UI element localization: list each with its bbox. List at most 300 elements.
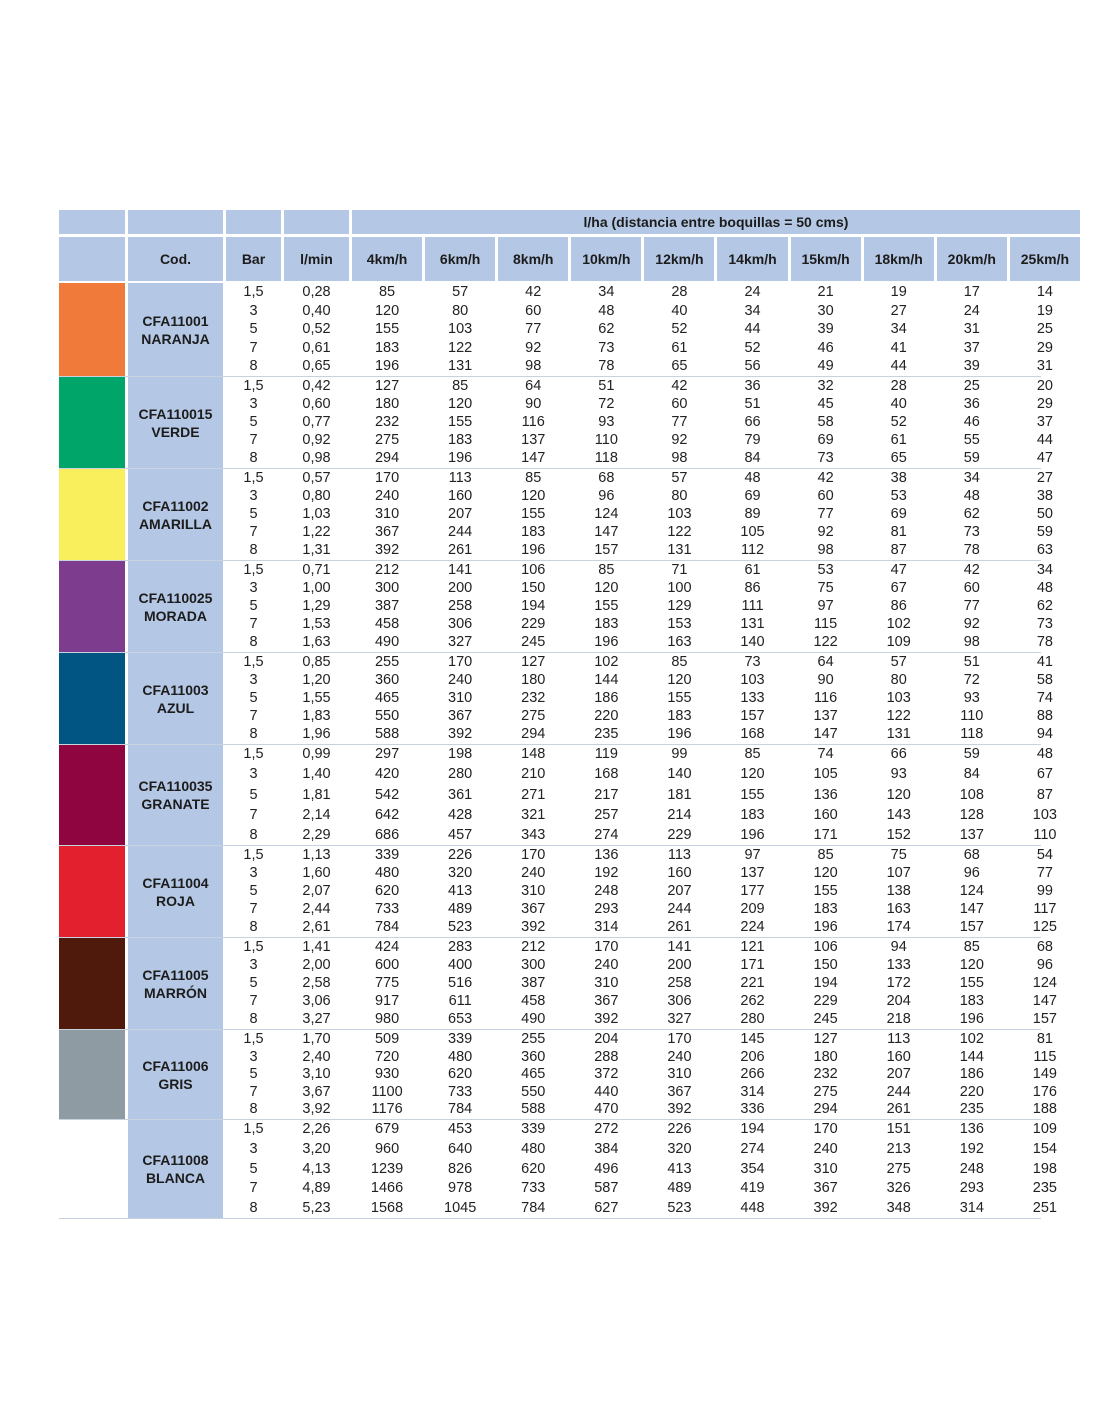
lmin-cell: 0,65 [302,358,331,374]
rate-cell: 62 [598,321,615,337]
bar-cell: 1,5 [243,562,264,578]
rate-cell: 155 [521,506,546,522]
header-speed [571,237,641,281]
table-row [226,303,1080,320]
lmin-cell: 0,52 [302,321,331,337]
color-swatch [59,938,125,1029]
rate-cell: 188 [1032,1101,1057,1117]
nozzle-code-cell [128,1030,223,1119]
rate-cell: 339 [374,847,400,863]
rate-cell: 80 [452,302,469,319]
rate-cell: 103 [448,321,473,337]
rate-cell: 170 [521,847,546,863]
nozzle-values [226,561,1080,652]
rate-cell: 77 [817,506,834,522]
rate-cell: 75 [890,847,907,863]
rate-cell: 84 [744,450,761,466]
rate-cell: 306 [448,616,473,632]
table-row [226,1066,1080,1083]
rate-cell: 653 [448,1011,473,1027]
rate-cell: 155 [374,321,400,337]
rate-cell: 93 [598,414,615,430]
rate-cell: 59 [963,746,980,762]
rate-cell: 321 [521,806,546,823]
rate-cell: 174 [886,919,911,935]
lmin-cell: 0,42 [302,378,331,394]
color-swatch [59,469,125,560]
rate-cell: 240 [594,957,619,973]
table-row [226,827,1080,844]
rate-cell: 960 [374,1140,400,1157]
rate-cell: 155 [959,975,984,991]
rate-cell: 160 [667,865,692,881]
bar-cell: 5 [249,321,258,337]
rate-cell: 275 [886,1160,911,1177]
table-row [226,562,1080,579]
nozzle-code: CFA11003 [142,681,209,698]
rate-cell: 1176 [371,1101,403,1117]
rate-cell: 128 [959,806,984,823]
rate-cell: 413 [667,1160,692,1177]
nozzle-color-name: GRIS [158,1075,193,1092]
bar-cell: 5 [249,1160,258,1177]
rate-cell: 183 [740,806,765,823]
rate-cell: 314 [959,1200,984,1216]
rate-cell: 978 [448,1180,473,1197]
lmin-cell: 1,29 [302,598,331,614]
bar-cell: 7 [249,616,258,632]
lmin-cell: 1,63 [302,634,331,650]
rate-cell: 113 [667,847,691,863]
rate-cell: 183 [813,901,838,917]
rate-cell: 122 [667,524,692,540]
rate-cell: 105 [740,524,765,540]
bar-cell: 1,5 [243,654,264,670]
rate-cell: 21 [817,284,834,300]
rate-cell: 96 [963,865,980,881]
rate-cell: 196 [521,542,546,558]
rate-cell: 457 [448,827,473,843]
rate-cell: 49 [817,358,834,374]
rate-cell: 180 [521,672,546,688]
lmin-cell: 0,80 [302,488,331,504]
rate-cell: 60 [963,580,980,596]
speed-value: 20 [947,250,964,267]
rate-cell: 27 [890,302,907,319]
rate-cell: 255 [374,654,400,670]
rate-cell: 137 [813,708,838,724]
rate-cell: 149 [1032,1066,1057,1082]
rate-cell: 110 [1033,827,1057,843]
bar-cell: 5 [249,414,258,430]
lmin-cell: 4,13 [302,1160,331,1177]
color-swatch [59,653,125,744]
rate-cell: 84 [963,766,980,783]
speed-value: 14 [728,250,744,267]
rate-cell: 137 [740,865,765,881]
rate-cell: 125 [1032,919,1057,935]
bar-cell: 1,5 [243,1121,264,1137]
speed-value: 4 [366,250,375,267]
header-speed [791,237,861,281]
lmin-cell: 2,14 [302,806,331,823]
rate-cell: 120 [448,396,473,412]
rate-cell: 163 [667,634,692,650]
bar-cell: 1,5 [243,746,264,762]
rate-cell: 71 [671,562,688,578]
rate-cell: 198 [1032,1160,1057,1177]
rate-cell: 109 [886,634,911,650]
rate-cell: 733 [448,1083,473,1100]
rate-cell: 733 [521,1180,546,1197]
rate-cell: 38 [890,470,907,486]
rate-cell: 194 [740,1121,765,1137]
table-row [226,787,1080,804]
rate-cell: 117 [1033,901,1057,917]
rate-cell: 115 [814,616,838,632]
rate-cell: 620 [521,1160,546,1177]
rate-cell: 147 [1032,993,1057,1009]
rate-cell: 81 [890,524,907,540]
rate-cell: 108 [959,786,984,803]
nozzle-group [59,846,1057,938]
rate-cell: 326 [886,1180,911,1197]
header-row-columns [59,237,1070,281]
rate-cell: 196 [594,634,619,650]
lmin-cell: 1,83 [302,708,331,724]
rate-cell: 361 [448,786,473,803]
rate-cell: 69 [817,432,834,448]
rate-cell: 77 [671,414,688,430]
rate-cell: 206 [740,1048,765,1065]
rate-cell: 320 [448,865,473,881]
table-row [226,708,1080,725]
rate-cell: 102 [959,1031,984,1047]
rate-cell: 127 [374,378,400,394]
rate-cell: 140 [740,634,765,650]
nozzle-group [59,1120,1057,1219]
rate-cell: 168 [740,726,765,742]
rate-cell: 220 [959,1083,984,1100]
rate-cell: 34 [963,470,980,486]
rate-cell: 37 [963,339,980,356]
lmin-cell: 1,55 [302,690,331,706]
rate-cell: 509 [374,1031,400,1047]
rate-cell: 85 [452,378,469,394]
nozzle-code: CFA11001 [142,312,209,329]
lmin-cell: 5,23 [302,1200,331,1216]
rate-cell: 775 [374,975,400,991]
rate-cell: 120 [374,302,400,319]
rate-cell: 143 [886,806,911,823]
rate-cell: 121 [740,939,765,955]
rate-cell: 310 [448,690,473,706]
table-row [226,672,1080,689]
rate-cell: 138 [886,883,911,899]
lmin-cell: 0,85 [302,654,331,670]
rate-cell: 275 [374,432,400,448]
rate-cell: 14 [1036,284,1053,300]
table-row [226,847,1080,864]
rate-cell: 176 [1032,1083,1057,1100]
rate-cell: 87 [890,542,907,558]
rate-cell: 136 [594,847,619,863]
header-row-top [59,210,1041,234]
rate-cell: 119 [594,746,618,762]
rate-cell: 60 [817,488,834,504]
rate-cell: 124 [1032,975,1057,991]
rate-cell: 490 [374,634,400,650]
rate-cell: 127 [521,654,546,670]
header-blank-code [128,210,223,234]
color-swatch [59,377,125,468]
rate-cell: 85 [744,746,761,762]
rate-cell: 92 [817,524,834,540]
rate-cell: 92 [525,339,542,356]
rate-cell: 42 [671,378,688,394]
table-row [226,654,1080,671]
rate-cell: 168 [594,766,619,783]
rate-cell: 367 [667,1083,692,1100]
lmin-cell: 0,61 [302,339,331,356]
lmin-cell: 2,29 [302,827,331,843]
rate-cell: 244 [886,1083,911,1100]
rate-cell: 232 [521,690,546,706]
rate-cell: 523 [448,919,473,935]
rate-cell: 784 [374,919,400,935]
table-row [226,598,1080,615]
rate-cell: 620 [448,1066,473,1082]
bar-cell: 8 [249,358,258,374]
rate-cell: 69 [744,488,761,504]
rate-cell: 80 [671,488,688,504]
rate-cell: 367 [521,901,546,917]
bar-cell: 8 [249,827,258,843]
rate-cell: 100 [667,580,692,596]
rate-cell: 73 [744,654,761,670]
rate-cell: 68 [963,847,980,863]
header-blank-color [59,237,125,281]
rate-cell: 131 [740,616,765,632]
rate-cell: 489 [448,901,473,917]
speed-value: 18 [874,250,891,267]
rate-cell: 147 [594,524,619,540]
rate-cell: 172 [886,975,911,991]
nozzle-color-name: GRANATE [141,796,210,812]
rate-cell: 110 [594,432,618,448]
rate-cell: 320 [667,1140,692,1157]
nozzle-code: CFA11005 [142,966,209,983]
rate-cell: 59 [963,450,980,466]
nozzle-code: CFA11008 [142,1152,209,1168]
table-row [226,524,1080,541]
rate-cell: 41 [890,339,907,356]
lmin-cell: 2,00 [302,957,331,973]
speed-unit: km/h [520,250,554,267]
rate-cell: 392 [594,1011,619,1027]
rate-cell: 310 [594,975,619,991]
table-row [226,1200,1080,1217]
speed-unit: km/h [670,250,704,267]
rate-cell: 314 [740,1083,765,1100]
rate-cell: 120 [886,786,911,803]
rate-cell: 448 [740,1200,765,1216]
rate-cell: 133 [740,690,765,706]
rate-cell: 34 [744,302,761,319]
rate-cell: 60 [671,396,688,412]
rate-cell: 73 [817,450,834,466]
rate-cell: 79 [744,432,761,448]
rate-cell: 131 [667,542,692,558]
color-swatch [59,846,125,937]
rate-cell: 39 [817,321,834,337]
rate-cell: 112 [740,542,765,558]
rate-cell: 192 [959,1140,984,1157]
bar-cell: 7 [249,339,258,356]
rate-cell: 327 [667,1011,692,1027]
rate-cell: 118 [594,450,618,466]
rate-cell: 183 [959,993,984,1009]
speed-unit: km/h [447,250,481,267]
speed-unit: km/h [817,250,850,267]
rate-cell: 280 [448,766,473,783]
rate-cell: 98 [671,450,688,466]
rate-cell: 272 [594,1121,619,1137]
bar-cell: 3 [249,302,258,319]
rate-cell: 66 [744,414,761,430]
rate-cell: 784 [521,1200,546,1216]
color-swatch [59,1120,125,1218]
rate-cell: 300 [521,957,546,973]
rate-cell: 61 [744,562,761,578]
rate-cell: 107 [886,865,911,881]
rate-cell: 92 [963,616,980,632]
nozzle-values [226,653,1080,744]
lmin-cell: 4,89 [302,1180,331,1197]
nozzle-group [59,938,1057,1030]
rate-cell: 85 [963,939,980,955]
rate-cell: 111 [741,598,764,614]
rate-cell: 61 [890,432,907,448]
table-row [226,634,1080,651]
bar-cell: 8 [249,450,258,466]
bar-cell: 7 [249,901,258,917]
rate-cell: 244 [448,524,473,540]
bar-cell: 3 [249,672,258,688]
bar-cell: 1,5 [243,939,264,955]
rate-cell: 51 [963,654,980,670]
rate-cell: 28 [671,284,688,300]
rate-cell: 68 [1036,939,1053,955]
rate-cell: 310 [521,883,546,899]
bar-cell: 5 [249,690,258,706]
rate-cell: 150 [521,580,546,596]
lmin-cell: 1,31 [302,542,331,558]
rate-cell: 196 [667,726,692,742]
rate-cell: 240 [813,1140,838,1157]
rate-cell: 90 [525,396,542,412]
table-row [226,284,1080,301]
rate-cell: 48 [1036,580,1053,596]
speed-value: 8 [512,250,521,267]
rate-cell: 587 [594,1180,619,1197]
rate-cell: 93 [963,690,980,706]
rate-cell: 480 [448,1048,473,1065]
speed-unit: km/h [890,250,923,267]
bar-cell: 7 [249,806,258,823]
rate-cell: 68 [598,470,615,486]
rate-cell: 392 [521,919,546,935]
rate-cell: 232 [374,414,400,430]
table-row [226,1161,1080,1178]
rate-cell: 294 [521,726,546,742]
rate-cell: 45 [817,396,834,412]
table-row [226,470,1080,487]
rate-cell: 186 [594,690,619,706]
rate-cell: 274 [594,827,619,843]
lmin-cell: 0,71 [302,562,331,578]
lmin-cell: 1,13 [302,847,331,863]
table-row [226,542,1080,559]
rate-cell: 170 [448,654,473,670]
nozzle-color-name: VERDE [151,423,200,440]
rate-cell: 136 [813,786,838,803]
rate-cell: 367 [594,993,619,1009]
bar-cell: 1,5 [243,847,264,863]
rate-cell: 145 [740,1031,765,1047]
rate-cell: 122 [813,634,838,650]
rate-cell: 1100 [371,1083,403,1100]
rate-cell: 392 [813,1200,838,1216]
nozzle-code-cell [128,469,223,560]
rate-cell: 470 [594,1101,619,1117]
rate-cell: 392 [374,542,400,558]
nozzle-code-cell [128,561,223,652]
rate-cell: 170 [374,470,400,486]
rate-cell: 87 [1036,786,1053,803]
rate-cell: 240 [521,865,546,881]
rate-cell: 129 [667,598,692,614]
rate-cell: 62 [963,506,980,522]
rate-cell: 288 [594,1048,619,1065]
rate-cell: 57 [452,284,469,300]
rate-cell: 480 [374,865,400,881]
lmin-cell: 0,28 [302,284,331,300]
header-blank-color [59,210,125,234]
rate-cell: 400 [448,957,473,973]
rate-cell: 620 [374,883,400,899]
rate-cell: 155 [740,786,765,803]
nozzle-values [226,283,1080,376]
rate-cell: 81 [1036,1031,1053,1047]
rate-cell: 419 [740,1180,765,1197]
bar-cell: 5 [249,786,258,803]
nozzle-code-cell [128,846,223,937]
rate-cell: 294 [813,1101,838,1117]
rate-cell: 116 [814,690,838,706]
rate-cell: 387 [521,975,546,991]
table-row [226,766,1080,783]
rate-cell: 109 [1032,1121,1057,1137]
rate-cell: 170 [594,939,619,955]
rate-cell: 177 [740,883,765,899]
rate-cell: 627 [594,1200,619,1216]
rate-cell: 196 [374,358,400,374]
bar-cell: 7 [249,432,258,448]
nozzle-color-name: AZUL [156,699,195,716]
rate-cell: 42 [525,284,542,300]
rate-cell: 148 [521,746,546,762]
